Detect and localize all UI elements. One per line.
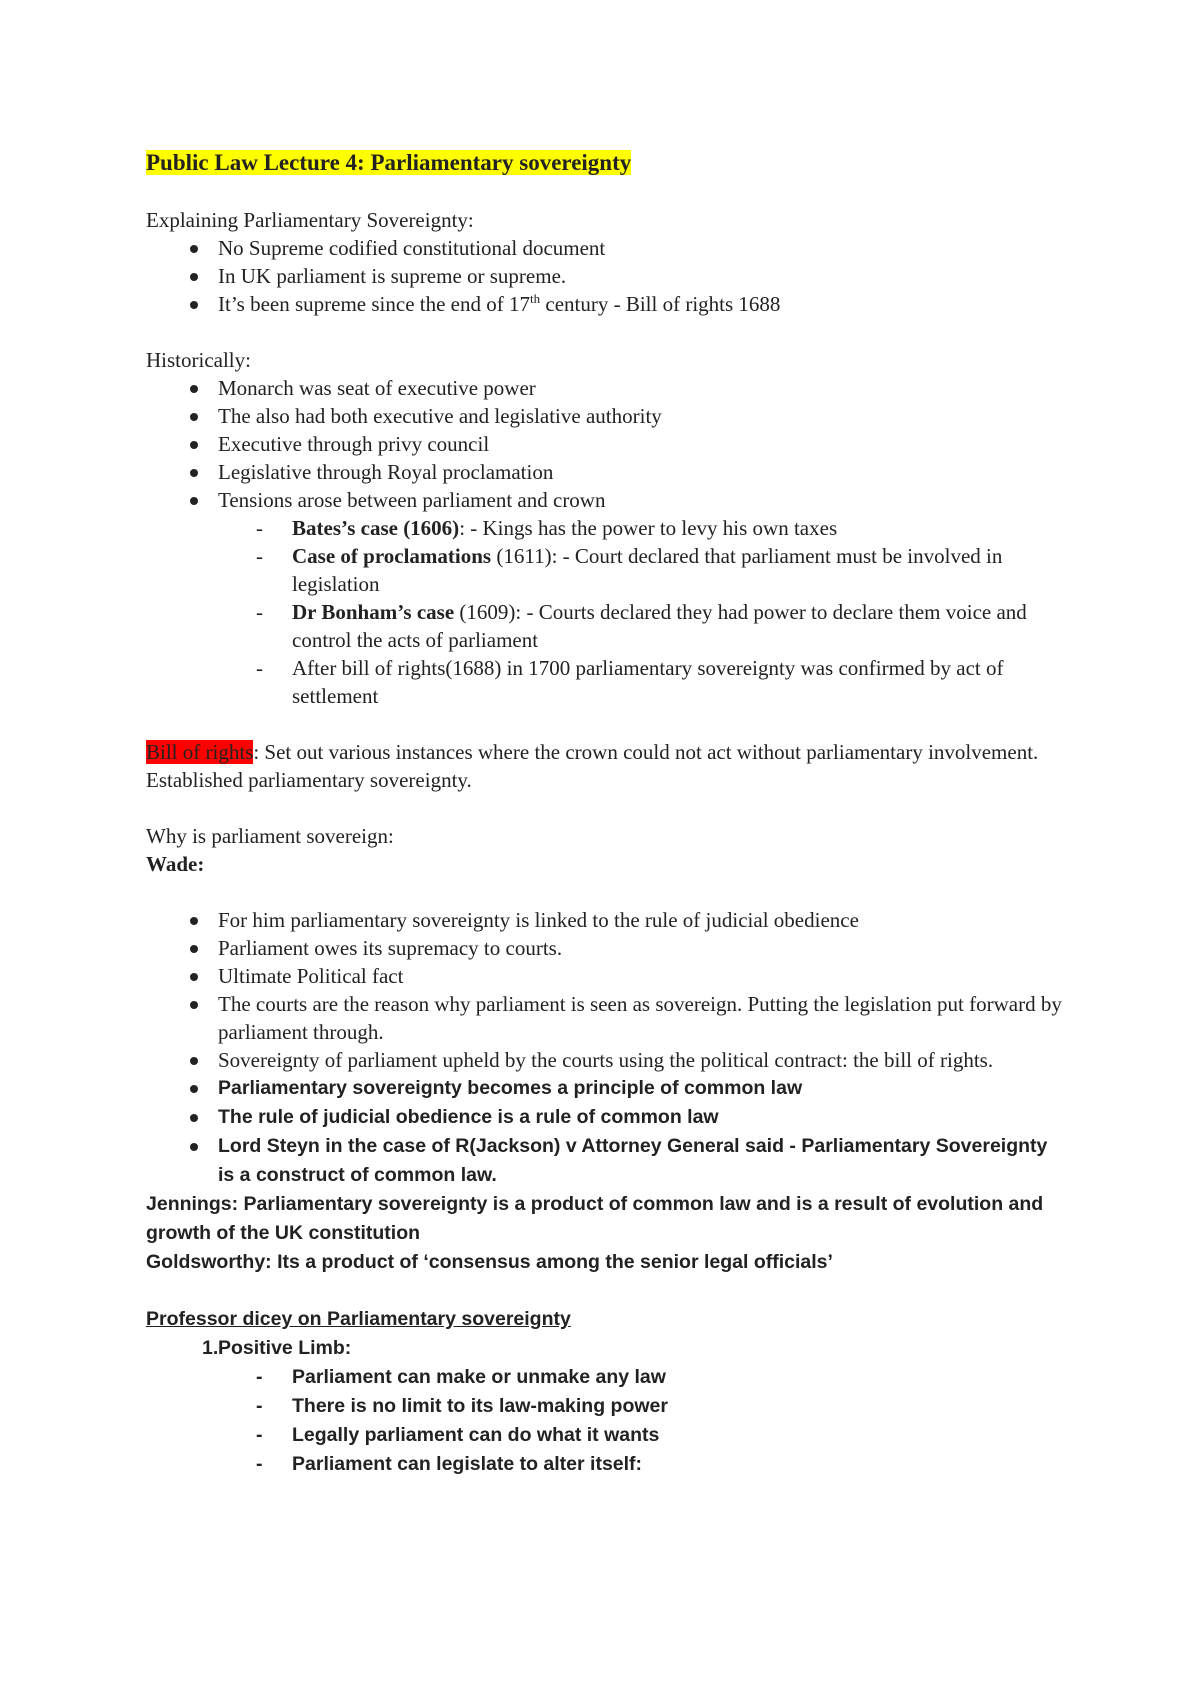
historically-list (146, 374, 1066, 514)
bill-of-rights-paragraph: Bill of rights: Set out various instances where the crown could not act without parliamentary involvement. Established parliamentary sovereignty. (146, 740, 1039, 792)
title-highlight: Public Law Lecture 4: Parliamentary sovereignty (146, 150, 632, 175)
explaining-list (146, 234, 1066, 318)
wade-heading: Wade: (146, 852, 205, 876)
list-item: Ultimate Political fact (146, 962, 1066, 990)
dicey-limbs (146, 1334, 1066, 1363)
list-item: Executive through privy council (146, 430, 1066, 458)
spacer (146, 878, 1066, 906)
list-item: - There is no limit to its law-making power (146, 1392, 1066, 1421)
list-item: - Parliament can make or unmake any law (146, 1363, 1066, 1392)
historically-heading: Historically: (146, 348, 251, 372)
wade-list (146, 906, 1066, 1074)
bill-of-rights-highlight: Bill of rights (146, 740, 254, 764)
list-item: The rule of judicial obedience is a rule of common law (146, 1103, 1066, 1132)
list-item: It’s been supreme since the end of 17th century - Bill of rights 1688 (146, 290, 1066, 318)
list-item: Monarch was seat of executive power (146, 374, 1066, 402)
why-heading: Why is parliament sovereign: (146, 824, 394, 848)
list-item: - Legally parliament can do what it wants (146, 1421, 1066, 1450)
case-item: - Dr Bonham’s case (1609): - Courts declared they had power to declare them voice and control the acts of parliament (146, 598, 1066, 654)
list-item: For him parliamentary sovereignty is linked to the rule of judicial obedience (146, 906, 1066, 934)
list-item: Lord Steyn in the case of R(Jackson) v Attorney General said - Parliamentary Sovereignty is a construct of common law. (146, 1132, 1066, 1190)
dicey-heading: Professor dicey on Parliamentary sovereignty (146, 1308, 571, 1330)
spacer (146, 178, 1066, 206)
list-item: In UK parliament is supreme or supreme. (146, 262, 1066, 290)
list-item: No Supreme codified constitutional document (146, 234, 1066, 262)
document-content (146, 148, 1066, 1479)
jennings-paragraph: Jennings: Parliamentary sovereignty is a product of common law and is a result of evolution and growth of the UK constitution (146, 1193, 1044, 1244)
cases-list (146, 514, 1066, 710)
historically-section (146, 346, 1066, 710)
case-item: - After bill of rights(1688) in 1700 parliamentary sovereignty was confirmed by act of settlement (146, 654, 1066, 710)
list-item: The also had both executive and legislative authority (146, 402, 1066, 430)
case-item: - Case of proclamations (1611): - Court declared that parliament must be involved in legislation (146, 542, 1066, 598)
list-item: - Parliament can legislate to alter itself: (146, 1450, 1066, 1479)
superscript: th (530, 291, 541, 306)
limb-number: 1. (202, 1337, 219, 1359)
positive-limb-points (146, 1363, 1066, 1479)
dicey-section (146, 1305, 1066, 1479)
list-item: Sovereignty of parliament upheld by the courts using the political contract: the bill of rights. (146, 1046, 1066, 1074)
limb-item: 1. Positive Limb: (146, 1334, 1066, 1363)
list-item: Parliamentary sovereignty becomes a principle of common law (146, 1074, 1066, 1103)
list-item: The courts are the reason why parliament is seen as sovereign. Putting the legislation put forward by parliament through. (146, 990, 1066, 1046)
explaining-section (146, 206, 1066, 318)
spacer (146, 318, 1066, 346)
list-item: Legislative through Royal proclamation (146, 458, 1066, 486)
list-item: Tensions arose between parliament and crown (146, 486, 1066, 514)
spacer (146, 794, 1066, 822)
spacer (146, 710, 1066, 738)
goldsworthy-paragraph: Goldsworthy: Its a product of ‘consensus among the senior legal officials’ (146, 1251, 833, 1273)
case-item: - Bates’s case (1606): - Kings has the power to levy his own taxes (146, 514, 1066, 542)
spacer (146, 1277, 1066, 1305)
explaining-heading: Explaining Parliamentary Sovereignty: (146, 208, 474, 232)
list-item: Parliament owes its supremacy to courts. (146, 934, 1066, 962)
common-law-list (146, 1074, 1066, 1190)
page-title (146, 148, 1066, 178)
why-section (146, 822, 1066, 1277)
